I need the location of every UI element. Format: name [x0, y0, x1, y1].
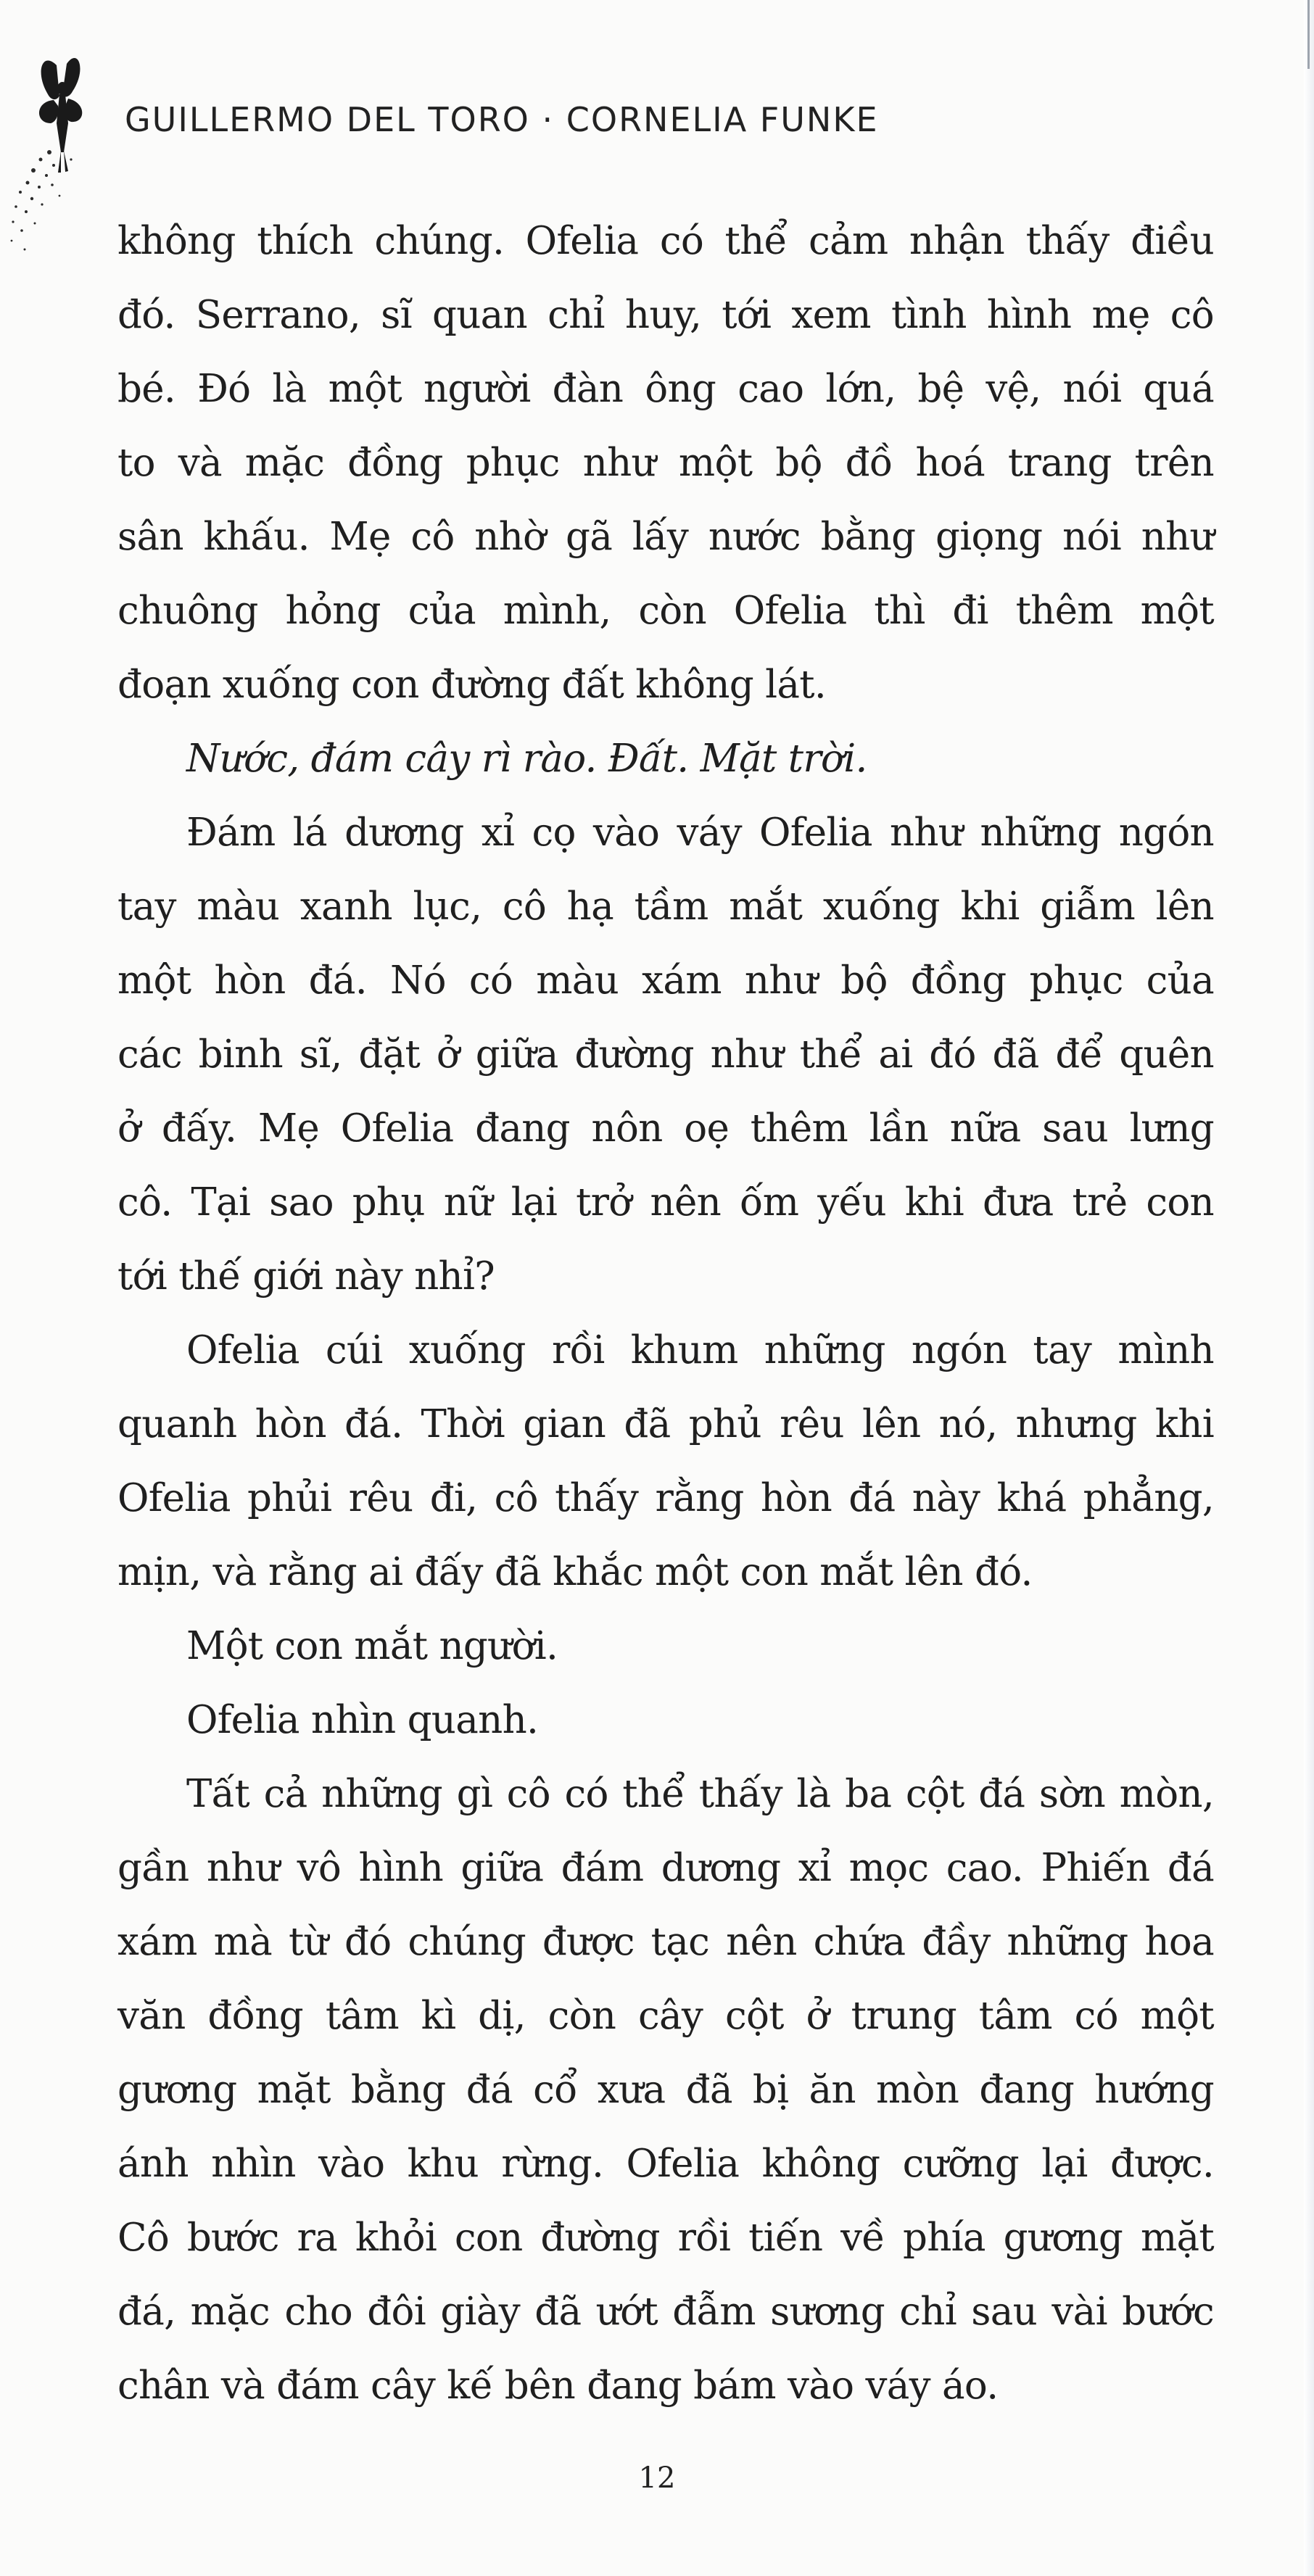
paragraph [117, 1683, 1214, 1757]
paragraph [117, 204, 1214, 722]
page-edge [1304, 0, 1314, 2576]
text-line: không thích chúng. Ofelia có thể cảm nhận thấy điều [117, 219, 1214, 263]
body-text [117, 204, 1214, 2423]
text-line: Một con mắt người. [186, 1624, 558, 1668]
running-head: GUILLERMO DEL TORO · CORNELIA FUNKE [125, 100, 879, 139]
text-line: bé. Đó là một người đàn ông cao lớn, bệ vệ, nói quá [117, 367, 1214, 411]
page-number: 12 [638, 2461, 676, 2495]
text-line: chân và đám cây kế bên đang bám vào váy áo. [117, 2364, 999, 2408]
text-line: sân khấu. Mẹ cô nhờ gã lấy nước bằng giọng nói như [117, 515, 1214, 559]
text-line: Tất cả những gì cô có thể thấy là ba cột đá sờn mòn, [186, 1772, 1214, 1816]
text-line: đá, mặc cho đôi giày đã ướt đẫm sương chỉ sau vài bước [117, 2290, 1214, 2334]
text-line: Đám lá dương xỉ cọ vào váy Ofelia như những ngón [186, 811, 1214, 855]
text-line: cô. Tại sao phụ nữ lại trở nên ốm yếu khi đưa trẻ con [117, 1180, 1214, 1225]
text-line: gần như vô hình giữa đám dương xỉ mọc cao. Phiến đá [117, 1846, 1214, 1890]
text-line: gương mặt bằng đá cổ xưa đã bị ăn mòn đang hướng [117, 2068, 1214, 2112]
text-line: xám mà từ đó chúng được tạc nên chứa đầy những hoa [117, 1920, 1214, 1964]
text-line: một hòn đá. Nó có màu xám như bộ đồng phục của [117, 958, 1214, 1003]
paragraph [117, 1314, 1214, 1610]
paragraph [117, 796, 1214, 1314]
text-line: Nước, đám cây rì rào. Đất. Mặt trời. [186, 737, 867, 781]
text-line: ở đấy. Mẹ Ofelia đang nôn oẹ thêm lần nữa sau lưng [117, 1106, 1214, 1151]
text-line: đoạn xuống con đường đất không lát. [117, 663, 827, 707]
text-line: chuông hỏng của mình, còn Ofelia thì đi thêm một [117, 589, 1214, 633]
text-line: ánh nhìn vào khu rừng. Ofelia không cưỡng lại được. [117, 2142, 1214, 2186]
text-line: tới thế giới này nhỉ? [117, 1254, 495, 1299]
text-line: quanh hòn đá. Thời gian đã phủ rêu lên nó, nhưng khi [117, 1402, 1214, 1446]
paragraph [117, 1610, 1214, 1683]
text-line: mịn, và rằng ai đấy đã khắc một con mắt lên đó. [117, 1550, 1033, 1594]
text-line: Ofelia phủi rêu đi, cô thấy rằng hòn đá này khá phẳng, [117, 1476, 1214, 1520]
page-edge-mark [1307, 0, 1310, 69]
fairy-silhouette-icon [6, 44, 129, 261]
text-line: tay màu xanh lục, cô hạ tầm mắt xuống khi giẫm lên [117, 885, 1214, 929]
text-line: các binh sĩ, đặt ở giữa đường như thể ai đó đã để quên [117, 1032, 1214, 1077]
text-line: Cô bước ra khỏi con đường rồi tiến về phía gương mặt [117, 2216, 1214, 2260]
paragraph [117, 722, 1214, 796]
text-line: đó. Serrano, sĩ quan chỉ huy, tới xem tình hình mẹ cô [117, 293, 1214, 337]
text-line: Ofelia nhìn quanh. [186, 1698, 539, 1742]
text-line: Ofelia cúi xuống rồi khum những ngón tay mình [186, 1328, 1214, 1372]
text-line: văn đồng tâm kì dị, còn cây cột ở trung tâm có một [117, 1994, 1214, 2038]
paragraph [117, 1757, 1214, 2423]
text-line: to và mặc đồng phục như một bộ đồ hoá trang trên [117, 441, 1214, 485]
